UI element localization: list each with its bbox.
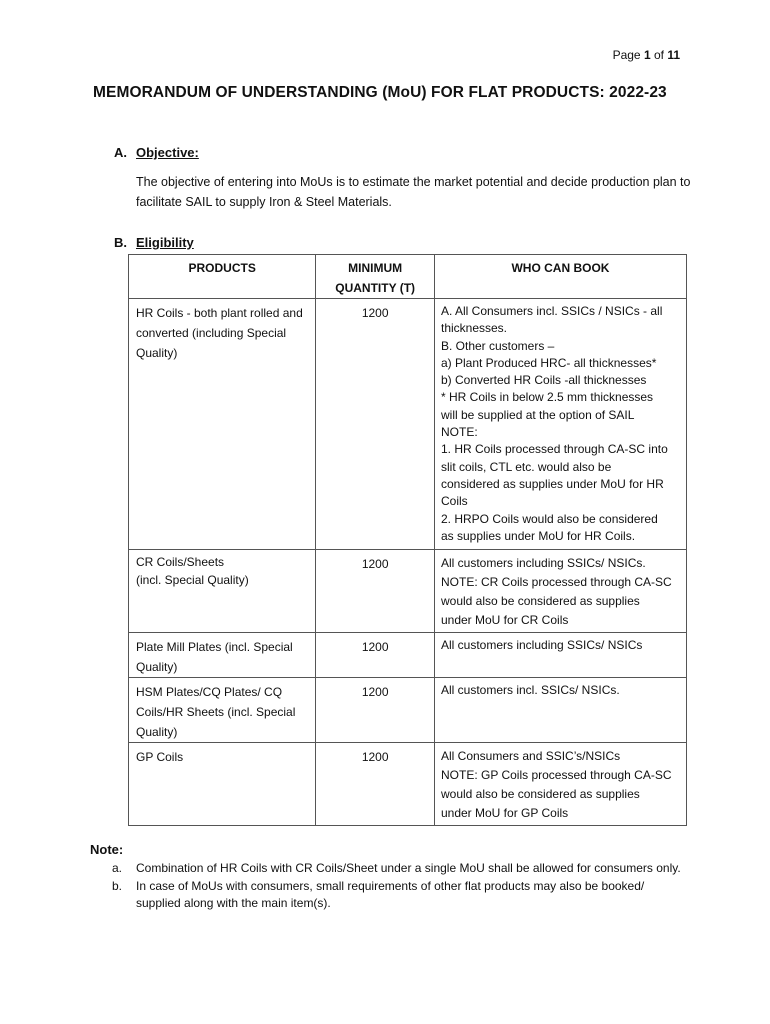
section-a-heading: A. Objective:: [114, 145, 199, 160]
who-can-book-cell: All customers including SSICs/ NSICs. NOTE: CR Coils processed through CA-SC would also be considered as supplies under MoU for CR Coils: [434, 550, 686, 633]
who-can-book-cell: All Consumers and SSIC’s/NSICs NOTE: GP Coils processed through CA-SC would also be considered as supplies under MoU for GP Coils: [434, 743, 686, 826]
section-b-heading: B. Eligibility: [114, 235, 194, 250]
product-cell: HSM Plates/CQ Plates/ CQ Coils/HR Sheets (incl. Special Quality): [129, 678, 316, 743]
note-list: [112, 860, 692, 913]
header-min-quantity: MINIMUM QUANTITY (T): [316, 255, 435, 299]
table-row: [129, 550, 687, 633]
objective-text: The objective of entering into MoUs is to estimate the market potential and decide production plan to facilitate SAIL to supply Iron & Steel Materials.: [136, 175, 691, 209]
header-products: PRODUCTS: [129, 255, 316, 299]
table-row: [129, 633, 687, 678]
document-title: MEMORANDUM OF UNDERSTANDING (MoU) FOR FLAT PRODUCTS: 2022-23: [93, 84, 667, 101]
table-row: [129, 743, 687, 826]
list-item: b. In case of MoUs with consumers, small requirements of other flat products may also be booked/ supplied along with the main item(s).: [112, 878, 645, 910]
quantity-cell: 1200: [316, 743, 435, 826]
product-cell: CR Coils/Sheets (incl. Special Quality): [129, 550, 316, 633]
quantity-cell: 1200: [316, 299, 435, 550]
quantity-cell: 1200: [316, 633, 435, 678]
table-row: [129, 299, 687, 550]
table-row: [129, 678, 687, 743]
product-cell: GP Coils: [129, 743, 316, 826]
eligibility-table: [128, 254, 687, 826]
who-can-book-cell: All customers including SSICs/ NSICs: [434, 633, 686, 678]
page-number: Page 1 of 11: [612, 48, 680, 62]
product-cell: Plate Mill Plates (incl. Special Quality): [129, 633, 316, 678]
table-header-row: [129, 255, 687, 299]
quantity-cell: 1200: [316, 550, 435, 633]
who-can-book-cell: A. All Consumers incl. SSICs / NSICs - all thicknesses. B. Other customers – a) Plant Produced HRC- all thicknesses* b) Converted HR Coils -all thicknesses * HR Coils in below 2.5 mm thicknesses will be supplied at the option of SAIL NOTE: 1. HR Coils processed through CA-SC into slit coils, CTL etc. would also be considered as supplies under MoU for HR Coils 2. HRPO Coils would also be considered as supplies under MoU for HR Coils.: [434, 299, 686, 550]
header-who-can-book: WHO CAN BOOK: [434, 255, 686, 299]
product-cell: HR Coils - both plant rolled and converted (including Special Quality): [129, 299, 316, 550]
list-item: a. Combination of HR Coils with CR Coils/Sheet under a single MoU shall be allowed for consumers only.: [112, 861, 681, 875]
quantity-cell: 1200: [316, 678, 435, 743]
note-heading: Note:: [90, 842, 124, 857]
who-can-book-cell: All customers incl. SSICs/ NSICs.: [434, 678, 686, 743]
